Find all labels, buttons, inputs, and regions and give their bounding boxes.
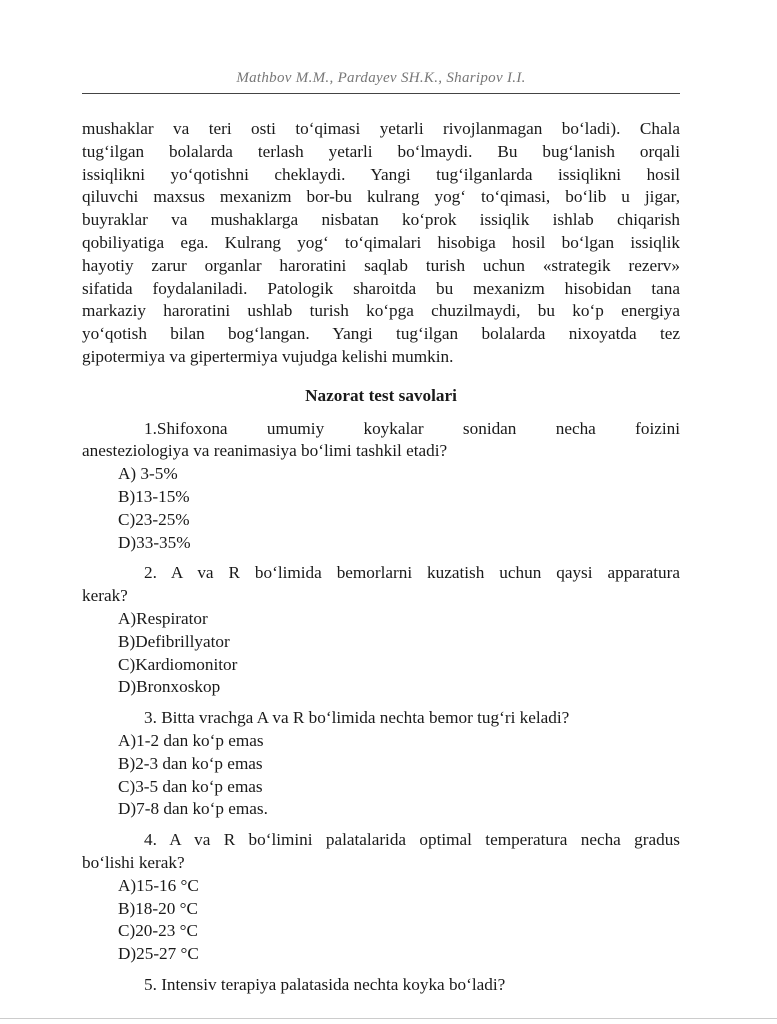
answer-option: C)3-5 dan ko‘p emas xyxy=(118,776,263,796)
question-text: anesteziologiya va reanimasiya bo‘limi tashkil etadi? xyxy=(82,441,448,461)
answer-option: D)33-35% xyxy=(118,532,191,552)
answer-option: C)23-25% xyxy=(118,509,190,529)
paragraph-line: buyraklar va mushaklarga nisbatan ko‘prok issiqlik ishlab chiqarish xyxy=(82,210,680,230)
answer-option: C)Kardiomonitor xyxy=(118,654,238,674)
paragraph-line: yo‘qotish bilan bog‘langan. Yangi tug‘ilgan bolalarda nixoyatda tez xyxy=(82,324,680,344)
answer-option: B)2-3 dan ko‘p emas xyxy=(118,753,263,773)
question-text: 3. Bitta vrachga A va R bo‘limida nechta bemor tug‘ri keladi? xyxy=(144,708,570,728)
paragraph-line: gipotermiya va gipertermiya vujudga kelishi mumkin. xyxy=(82,346,454,366)
paragraph-line: qiluvchi maxsus mexanizm bor-bu kulrang yog‘ to‘qimasi, bo‘lib u jigar, xyxy=(82,187,680,207)
answer-option: B)18-20 °C xyxy=(118,898,198,918)
question xyxy=(82,707,680,821)
question-list xyxy=(82,418,680,997)
question-text: kerak? xyxy=(82,586,128,606)
running-header: Mathbov M.M., Pardayev SH.K., Sharipov I.I. xyxy=(236,70,526,86)
answer-option: D)25-27 °C xyxy=(118,944,199,964)
section-title: Nazorat test savolari xyxy=(305,385,457,405)
paragraph-line: hayotiy zarur organlar haroratini saqlab turish uchun «strategik rezerv» xyxy=(82,255,680,275)
answer-option: A)Respirator xyxy=(118,608,208,628)
paragraph-line: mushaklar va teri osti to‘qimasi yetarli rivojlanmagan bo‘ladi). Chala xyxy=(82,119,680,138)
question xyxy=(82,418,680,555)
answer-option: A) 3-5% xyxy=(118,464,178,484)
paragraph-line: sifatida foydalaniladi. Patologik sharoitda bu mexanizm hisobidan tana xyxy=(82,278,680,298)
question xyxy=(82,562,680,699)
paragraph-line: tug‘ilgan bolalarda terlash yetarli bo‘lmaydi. Bu bug‘lanish orqali xyxy=(82,141,680,161)
question-text: 5. Intensiv terapiya palatasida nechta koyka bo‘ladi? xyxy=(144,974,506,994)
question-text: 1.Shifoxona umumiy koykalar sonidan necha foizini xyxy=(144,418,680,438)
paragraph-line: markaziy haroratini ushlab turish ko‘pga chuzilmaydi, bu ko‘p energiya xyxy=(82,301,680,321)
answer-option: D)7-8 dan ko‘p emas. xyxy=(118,799,268,819)
answer-option: B)Defibrillyator xyxy=(118,631,230,651)
question-text: bo‘lishi kerak? xyxy=(82,852,185,872)
question-text: 4. A va R bo‘limini palatalarida optimal temperatura necha gradus xyxy=(144,830,680,850)
paragraph xyxy=(82,118,680,369)
page-body xyxy=(82,118,680,997)
question xyxy=(82,974,680,997)
question xyxy=(82,829,680,966)
paragraph-line: qobiliyatiga ega. Kulrang yog‘ to‘qimalari hisobiga hosil bo‘lgan issiqlik xyxy=(82,232,680,252)
answer-option: B)13-15% xyxy=(118,486,190,506)
question-text: 2. A va R bo‘limida bemorlarni kuzatish uchun qaysi apparatura xyxy=(144,563,680,583)
answer-option: A)1-2 dan ko‘p emas xyxy=(118,730,264,750)
answer-option: A)15-16 °C xyxy=(118,875,199,895)
page-edge xyxy=(0,1018,777,1019)
header-rule xyxy=(82,93,680,94)
answer-option: D)Bronxoskop xyxy=(118,677,221,697)
paragraph-line: issiqlikni yo‘qotishni cheklaydi. Yangi tug‘ilganlarda issiqlikni hosil xyxy=(82,164,680,184)
answer-option: C)20-23 °C xyxy=(118,921,198,941)
